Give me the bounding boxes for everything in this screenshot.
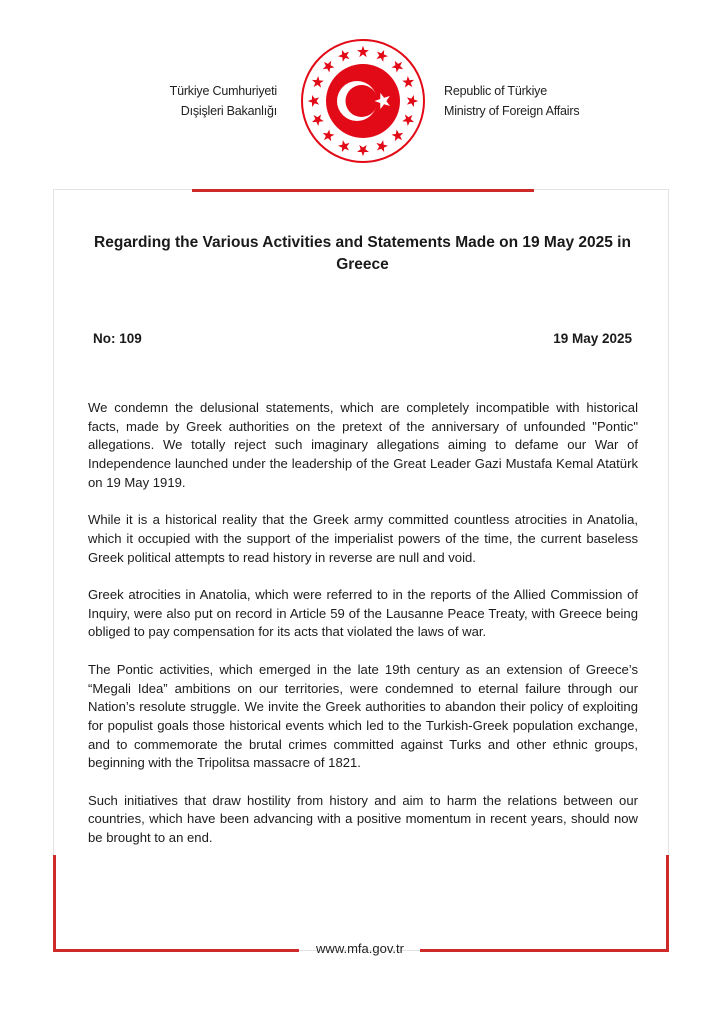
- press-release-number: No: 109: [93, 331, 142, 346]
- ministry-name-turkish: [150, 81, 277, 121]
- frame-top-accent-line: [192, 189, 534, 192]
- body-paragraph: Such initiatives that draw hostility from history and aim to harm the relations between our countries, which have been advancing with a positive momentum in recent years, should now be brought to an end.: [88, 792, 638, 846]
- body-paragraph: The Pontic activities, which emerged in the late 19th century as an extension of Greece’s “Megali Idea” ambitions on our territories, were condemned to eternal failure through our Nation’s resolute struggle. We invite the Greek authorities to abandon their policy of exploiting for populist goals those historical events which led to the Turkish-Greek population exchange, and to commemorate the brutal crimes committed against Turks and other ethnic groups, beginning with the Tripolitsa massacre of 1821.: [88, 661, 638, 771]
- ministry-name-turkish-line-2: Dışişleri Bakanlığı: [180, 104, 277, 118]
- body-paragraph: Greek atrocities in Anatolia, which were referred to in the reports of the Allied Commission of Inquiry, were also put on record in Article 59 of the Lausanne Peace Treaty, with Greece being obliged to pay compensation for its acts that violated the laws of war.: [88, 587, 638, 640]
- ministry-name-english-line-2: Ministry of Foreign Affairs: [444, 104, 580, 118]
- ministry-name-turkish-line-1: Türkiye Cumhuriyeti: [169, 84, 277, 98]
- frame-bottom-left-accent-line: [53, 949, 299, 952]
- body-paragraph: While it is a historical reality that the Greek army committed countless atrocities in Anatolia, which it occupied with the support of the imperialist powers of the time, the current baseless Greek political attempts to read history in reverse are null and void.: [88, 512, 638, 565]
- ministry-name-english: [444, 81, 614, 121]
- frame-right-accent-line: [666, 855, 669, 952]
- press-release-body: [88, 399, 638, 867]
- body-paragraph: We condemn the delusional statements, which are completely incompatible with historical facts, made by Greek authorities on the pretext of the anniversary of unfounded "Pontic" allegations. We totally reject such imaginary allegations aiming to defame our War of Independence launched under the leadership of the Great Leader Gazi Mustafa Kemal Atatürk on 19 May 1919.: [88, 400, 638, 490]
- ministry-name-english-line-1: Republic of Türkiye: [444, 84, 547, 98]
- frame-bottom-right-accent-line: [420, 949, 669, 952]
- website-link[interactable]: www.mfa.gov.tr: [316, 941, 404, 956]
- press-release-date: 19 May 2025: [553, 331, 632, 346]
- ministry-seal-icon: [300, 38, 426, 164]
- frame-left-accent-line: [53, 855, 56, 952]
- press-release-title: Regarding the Various Activities and Statements Made on 19 May 2025 in Greece: [94, 234, 631, 273]
